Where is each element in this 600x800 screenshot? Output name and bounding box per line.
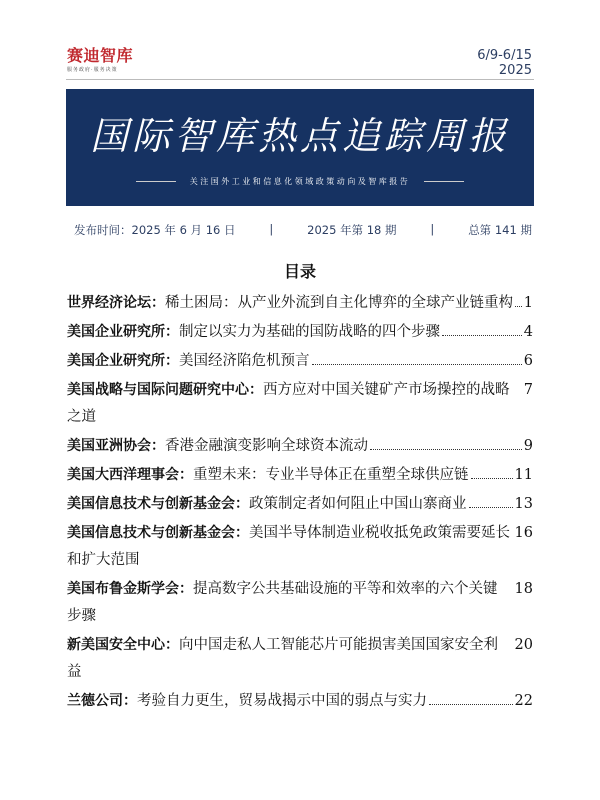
toc-page: 22 xyxy=(514,693,533,709)
header-divider xyxy=(66,79,534,80)
toc-entry[interactable] xyxy=(67,576,533,630)
leader-dots xyxy=(312,364,522,365)
toc-entry-title: 政策制定者如何阻止中国山寨商业 xyxy=(249,496,467,512)
toc-entry-title: 稀土困局：从产业外流到自主化博弈的全球产业链重构 xyxy=(165,295,513,311)
toc-org: 美国企业研究所： xyxy=(67,324,179,340)
title-banner xyxy=(66,89,534,206)
header-dates xyxy=(477,48,532,78)
toc-entry-title: 香港金融演变影响全球资本流动 xyxy=(165,438,368,454)
leader-dots xyxy=(471,478,513,479)
logo-tagline: 服务政府·服务决策 xyxy=(67,67,118,73)
toc-entry[interactable] xyxy=(67,377,533,431)
toc-page: 9 xyxy=(523,438,533,454)
leader-dots xyxy=(469,507,513,508)
toc-entry-title: 制定以实力为基础的国防战略的四个步骤 xyxy=(179,324,440,340)
toc-entry-title: 美国半导体制造业税收抵免政策需要延长和扩大范围 xyxy=(67,525,510,568)
toc-org: 美国大西洋理事会： xyxy=(67,467,193,483)
toc-entry[interactable] xyxy=(67,462,533,489)
toc-entry[interactable] xyxy=(67,319,533,346)
logo xyxy=(67,47,133,73)
toc-entry[interactable] xyxy=(67,348,533,375)
toc-entry-title: 重塑未来：专业半导体正在重塑全球供应链 xyxy=(193,467,469,483)
toc-entry[interactable] xyxy=(67,632,533,686)
toc-org: 美国战略与国际问题研究中心： xyxy=(67,382,263,398)
year: 2025 xyxy=(498,63,532,78)
leader-dots xyxy=(370,449,522,450)
banner-slogan: 关注国外工业和信息化领域政策动向及智库报告 xyxy=(189,177,411,186)
toc-entry-title: 西方应对中国关键矿产市场操控的战略之道 xyxy=(67,382,510,425)
toc-org: 世界经济论坛： xyxy=(67,295,165,311)
leader-dots xyxy=(442,335,522,336)
divider xyxy=(424,181,464,182)
toc-org: 美国布鲁金斯学会： xyxy=(67,581,193,597)
leader-dots xyxy=(515,306,522,307)
toc-page: 20 xyxy=(514,637,533,653)
toc-entry-title: 考验自力更生，贸易战揭示中国的弱点与实力 xyxy=(137,693,427,709)
toc-entry[interactable] xyxy=(67,520,533,574)
logo-name: 赛迪智库 xyxy=(67,46,134,65)
date-range: 6/9-6/15 xyxy=(477,48,532,63)
issue-number: 2025 年第 18 期 xyxy=(307,223,397,237)
issue-info xyxy=(74,222,532,238)
toc-page: 1 xyxy=(523,295,533,311)
toc-entry-title: 美国经济陷危机预言 xyxy=(179,353,310,369)
toc-page: 18 xyxy=(514,581,533,597)
toc-entry[interactable] xyxy=(67,290,533,317)
toc-entry-title: 向中国走私人工智能芯片可能损害美国国家安全利益 xyxy=(67,637,498,680)
toc-page: 6 xyxy=(523,353,533,369)
toc-org: 新美国安全中心： xyxy=(67,637,179,653)
banner-title: 国际智库热点追踪周报 xyxy=(89,114,510,158)
table-of-contents xyxy=(67,290,533,717)
toc-page: 4 xyxy=(523,324,533,340)
toc-org: 美国信息技术与创新基金会： xyxy=(67,525,249,541)
toc-page: 16 xyxy=(514,525,533,541)
separator: | xyxy=(430,222,435,236)
toc-org: 兰德公司： xyxy=(67,693,137,709)
banner-slogan-row xyxy=(66,176,534,187)
toc-title: 目录 xyxy=(283,262,316,281)
toc-org: 美国企业研究所： xyxy=(67,353,179,369)
separator: | xyxy=(269,222,274,236)
leader-dots xyxy=(429,704,513,705)
toc-page: 7 xyxy=(523,382,533,398)
toc-entry[interactable] xyxy=(67,433,533,460)
divider xyxy=(136,181,176,182)
toc-entry[interactable] xyxy=(67,491,533,518)
toc-org: 美国信息技术与创新基金会： xyxy=(67,496,249,512)
toc-entry-title: 提高数字公共基础设施的平等和效率的六个关键步骤 xyxy=(67,581,498,624)
toc-entry[interactable] xyxy=(67,688,533,715)
toc-page: 13 xyxy=(514,496,533,512)
toc-page: 11 xyxy=(514,467,533,483)
toc-org: 美国亚洲协会： xyxy=(67,438,165,454)
publish-date: 发布时间：2025 年 6 月 16 日 xyxy=(74,223,236,237)
total-issue: 总第 141 期 xyxy=(468,223,532,237)
